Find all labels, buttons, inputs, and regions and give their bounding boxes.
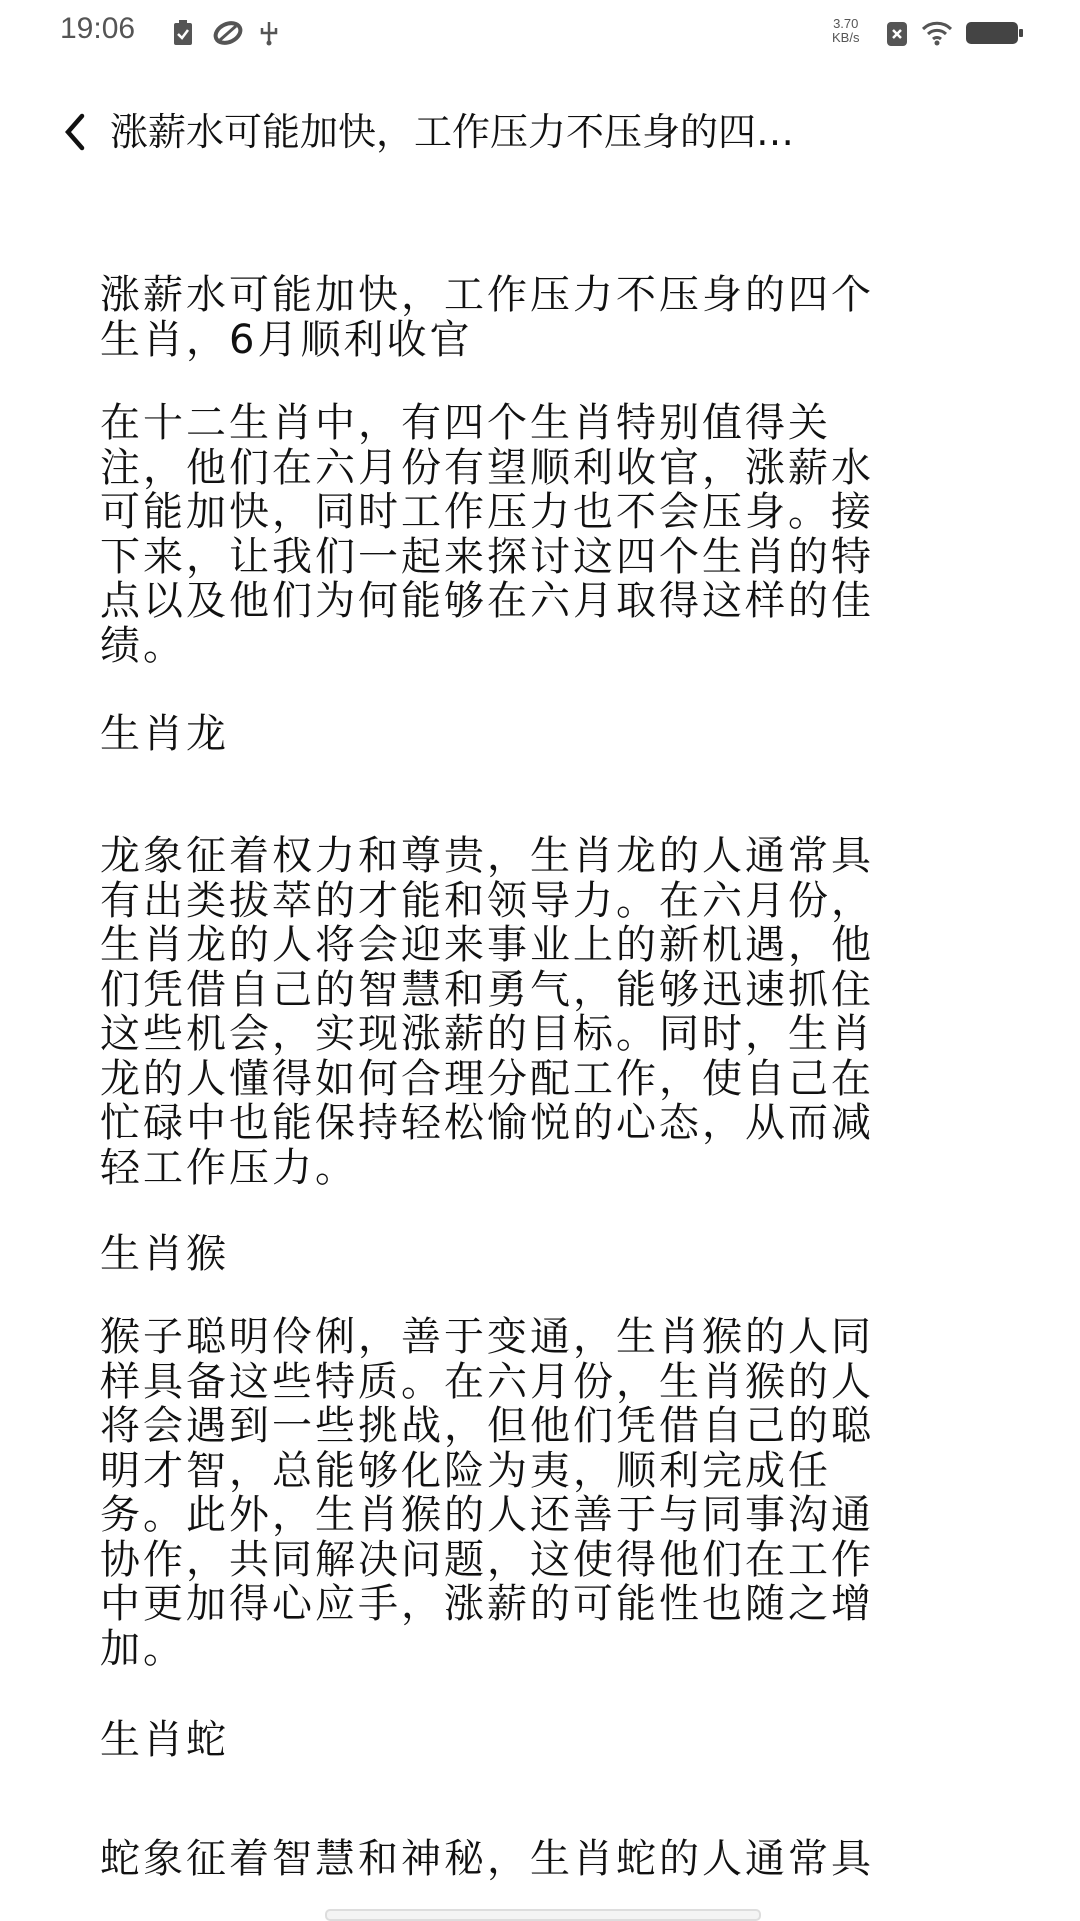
section-paragraph <box>100 1315 874 1671</box>
chevron-left-icon[interactable] <box>56 112 96 152</box>
home-indicator[interactable] <box>325 1909 761 1921</box>
text-line: 样具备这些特质。在六月份，生肖猴的人 <box>100 1358 874 1405</box>
text-line: 可能加快，同时工作压力也不会压身。接 <box>100 489 874 535</box>
text-line: 忙碌中也能保持轻松愉悦的心态，从而减 <box>100 1100 874 1146</box>
article-body[interactable] <box>100 0 1000 1882</box>
section-heading: 生肖猴 <box>100 1231 229 1277</box>
title-line: 涨薪水可能加快，工作压力不压身的四个 <box>100 272 874 318</box>
title-line: 生肖，6月顺利收官 <box>100 316 473 363</box>
text-line: 协作，共同解决问题，这使得他们在工作 <box>100 1536 874 1583</box>
text-line: 点以及他们为何能够在六月取得这样的佳 <box>100 578 874 624</box>
text-line: 明才智，总能够化险为夷，顺利完成任 <box>100 1447 831 1494</box>
net-speed-unit: KB/s <box>832 30 860 45</box>
text-line: 龙的人懂得如何合理分配工作，使自己在 <box>100 1055 874 1102</box>
section-paragraph <box>100 1837 874 1882</box>
text-line: 加。 <box>100 1625 186 1672</box>
section-heading: 生肖龙 <box>100 711 229 757</box>
article-title <box>100 273 874 362</box>
net-speed-value: 3.70 <box>833 16 859 31</box>
text-line: 们凭借自己的智慧和勇气，能够迅速抓住 <box>100 966 874 1013</box>
text-line: 绩。 <box>100 622 186 669</box>
text-line: 注，他们在六月份有望顺利收官，涨薪水 <box>100 444 874 491</box>
section-paragraph <box>100 834 874 1190</box>
text-line: 轻工作压力。 <box>100 1144 358 1191</box>
text-line: 在十二生肖中，有四个生肖特别值得关 <box>100 400 831 446</box>
page-title: 涨薪水可能加快，工作压力不压身的四… <box>110 110 795 154</box>
text-line: 猴子聪明伶俐，善于变通，生肖猴的人同 <box>100 1314 874 1360</box>
text-line: 蛇象征着智慧和神秘，生肖蛇的人通常具 <box>100 1836 874 1882</box>
text-line: 龙象征着权力和尊贵，生肖龙的人通常具 <box>100 833 874 879</box>
text-line: 将会遇到一些挑战，但他们凭借自己的聪 <box>100 1403 874 1449</box>
text-line: 生肖龙的人将会迎来事业上的新机遇，他 <box>100 922 874 968</box>
text-line: 下来，让我们一起来探讨这四个生肖的特 <box>100 533 874 580</box>
text-line: 务。此外，生肖猴的人还善于与同事沟通 <box>100 1492 874 1538</box>
text-line: 这些机会，实现涨薪的目标。同时，生肖 <box>100 1011 874 1057</box>
section-heading: 生肖蛇 <box>100 1717 229 1763</box>
text-line: 有出类拔萃的才能和领导力。在六月份， <box>100 877 874 924</box>
intro-paragraph <box>100 401 874 668</box>
text-line: 中更加得心应手，涨薪的可能性也随之增 <box>100 1581 874 1627</box>
status-time: 19:06 <box>60 12 136 45</box>
